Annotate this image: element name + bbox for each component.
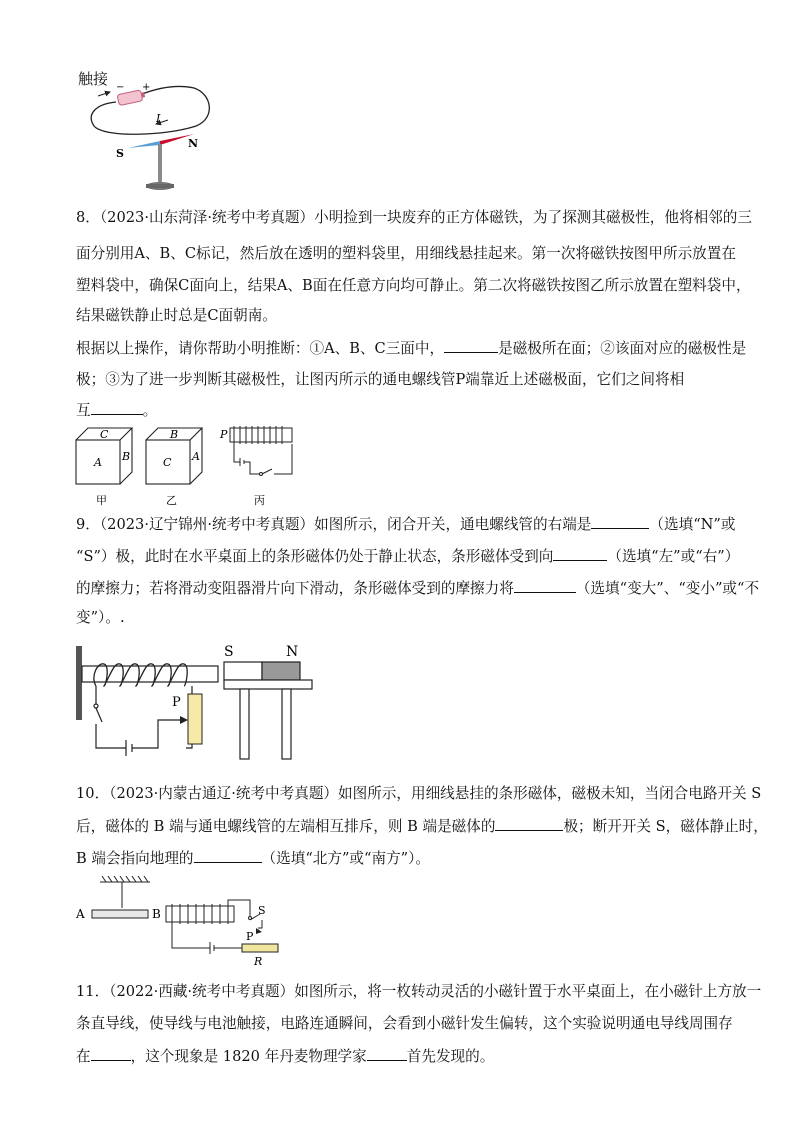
q8-figures <box>74 424 304 508</box>
q8-line-6: 极；③为了进一步判断其磁极性，让图丙所示的通电螺线管P端靠近上述磁极面，它们之间将相 <box>76 371 685 388</box>
needle-south <box>128 141 160 148</box>
oersted-figure <box>76 64 226 200</box>
q9-blank-1[interactable] <box>591 514 649 529</box>
q10-line-3: B 端会指向地理的 （选填“北方”或“南方”）。 <box>76 850 431 867</box>
needle-s-label: S <box>116 147 124 160</box>
plus-sign: + <box>142 82 151 93</box>
q10-p-label: P <box>246 930 254 943</box>
rheostat <box>188 694 202 744</box>
iron-core <box>82 666 218 682</box>
table-leg-left <box>240 689 249 759</box>
jia-side-label: B <box>122 450 131 463</box>
yi-front-label: C <box>163 456 172 469</box>
suspended-magnet <box>92 910 148 918</box>
q8-line-4: 结果磁铁静止时总是C面朝南。 <box>76 307 277 324</box>
q10-b-label: B <box>152 907 161 921</box>
ceiling <box>100 876 150 882</box>
needle-n-label: N <box>188 137 199 150</box>
q10-blank-1[interactable] <box>495 816 563 831</box>
q8-blank-3[interactable] <box>91 400 143 415</box>
q11-line-3: 在 ，这个现象是 1820 年丹麦物理学家 首先发现的。 <box>76 1048 495 1065</box>
q8-blank-1[interactable] <box>444 338 498 353</box>
jia-top-label: C <box>100 428 109 441</box>
q10-r-label: R <box>254 955 263 968</box>
q9-p-label: P <box>172 695 181 710</box>
table-top <box>224 680 312 689</box>
q9-n-label: N <box>286 644 299 660</box>
bar-magnet-n <box>262 662 300 680</box>
q11-line-2: 条直导线，使导线与电池触接，电路连通瞬间，会看到小磁针发生偏转，这个实验说明通电导线周围存 <box>76 1015 733 1032</box>
q9-line-3: 的摩擦力；若将滑动变阻器滑片向下滑动，条形磁体受到的摩擦力将 （选填“变大”、“变小”或“不 <box>76 580 760 597</box>
q9-blank-2[interactable] <box>553 546 607 561</box>
q10-a-label: A <box>76 907 85 921</box>
q10-rheostat <box>242 944 278 952</box>
q10-line-2: 后，磁体的 B 端与通电螺线管的左端相互排斥，则 B 端是磁体的 极；断开开关 S，磁体静止时， <box>76 818 768 835</box>
q9-line-2: “S”）极，此时在水平桌面上的条形磁体仍处于静止状态，条形磁体受到向 （选填“左”或“右”） <box>76 548 740 565</box>
yi-top-label: B <box>170 428 179 441</box>
q8-line-7: 互 。 <box>76 402 158 419</box>
q9-line-1: 9．（2023·辽宁锦州·统考中考真题）如图所示，闭合开关，通电螺线管的右端是 （选填“N”或 <box>76 516 736 533</box>
q10-figure <box>74 876 284 968</box>
q9-line-4: 变”）。. <box>76 609 125 626</box>
q9-s-label: S <box>224 644 234 660</box>
minus-sign: − <box>116 82 125 93</box>
q9-figure <box>70 640 320 762</box>
q8-line-1: 8．（2023·山东菏泽·统考中考真题）小明捡到一块废弃的正方体磁铁，为了探测其磁极性，他将相邻的三 <box>76 209 752 226</box>
table-leg-right <box>282 689 291 759</box>
yi-caption: 乙 <box>166 494 177 507</box>
q8-line-2: 面分别用A、B、C标记，然后放在透明的塑料袋里，用细线悬挂起来。第一次将磁铁按图甲所示放置在 <box>76 245 736 262</box>
q10-blank-2[interactable] <box>194 848 262 863</box>
bing-solenoid <box>230 426 292 476</box>
q11-blank-1[interactable] <box>91 1046 131 1061</box>
yi-side-label: A <box>192 450 200 463</box>
q8-line-5: 根据以上操作，请你帮助小明推断：①A、B、C三面中， 是磁极所在面；②该面对应的磁极性是 <box>76 340 747 357</box>
wire-loop <box>91 86 209 134</box>
bing-caption: 丙 <box>254 494 265 507</box>
jia-caption: 甲 <box>96 494 107 507</box>
q10-line-1: 10．（2023·内蒙古通辽·统考中考真题）如图所示，用细线悬挂的条形磁体，磁极未知，当闭合电路开关 S <box>76 785 762 802</box>
jia-front-label: A <box>94 456 102 469</box>
bar-magnet-s <box>224 662 262 680</box>
touch-label: 触接 <box>78 70 109 88</box>
wall <box>76 646 82 720</box>
q11-line-1: 11．（2022·西藏·统考中考真题）如图所示，将一枚转动灵活的小磁针置于水平桌面上，在小磁针上方放一 <box>76 983 762 1000</box>
q10-s-label: S <box>258 904 266 917</box>
q9-blank-3[interactable] <box>514 578 576 593</box>
q8-line-3: 塑料袋中，确保C面向上，结果A、B面在任意方向均可静止。第二次将磁铁按图乙所示放置在塑料袋中， <box>76 277 751 294</box>
q11-blank-2[interactable] <box>367 1046 407 1061</box>
bing-p-label: P <box>220 428 228 441</box>
current-label: I <box>156 112 161 125</box>
